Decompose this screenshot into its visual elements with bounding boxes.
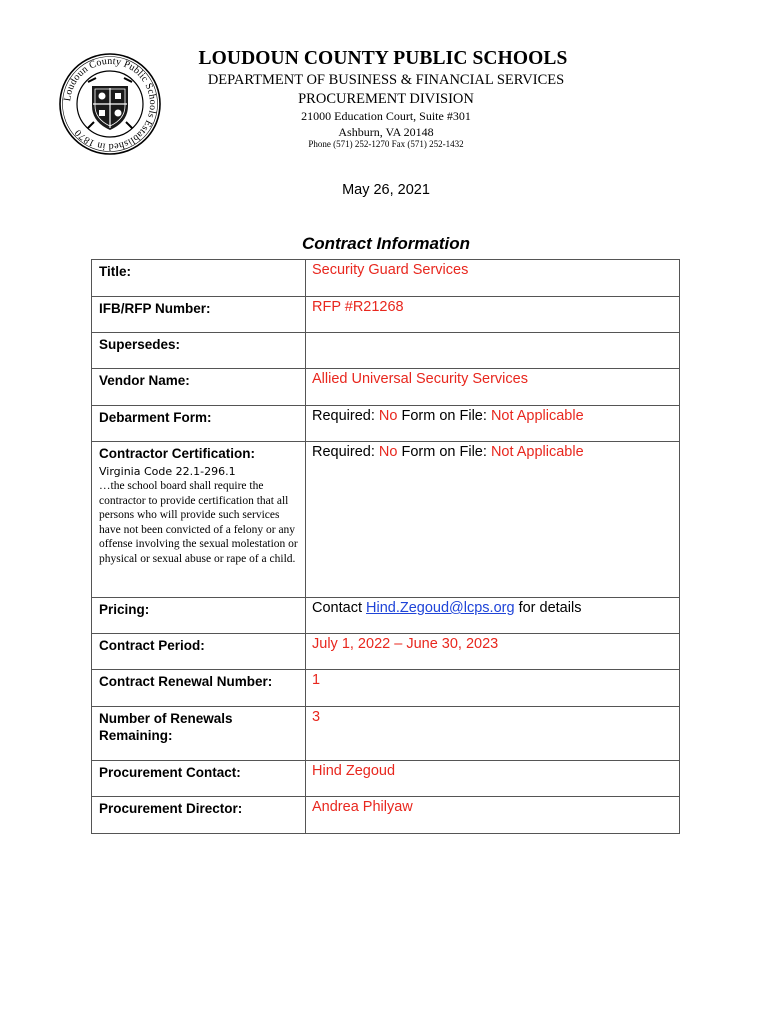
row-label: Supersedes:	[92, 333, 306, 369]
table-row	[92, 406, 680, 442]
row-label: IFB/RFP Number:	[92, 297, 306, 333]
table-row	[92, 297, 680, 333]
certification-value	[306, 442, 680, 598]
contract-info-table	[91, 259, 680, 834]
certification-cell	[92, 442, 306, 598]
virginia-code-citation: Virginia Code 22.1-296.1	[99, 465, 236, 478]
row-label: Vendor Name:	[92, 369, 306, 406]
table-row	[92, 369, 680, 406]
row-label: Contractor Certification:	[99, 446, 256, 461]
required-value: No	[378, 444, 398, 460]
table-row	[92, 707, 680, 761]
document-date: May 26, 2021	[342, 182, 430, 198]
required-value: No	[378, 408, 398, 424]
row-label: Contract Renewal Number:	[92, 670, 306, 707]
table-row	[92, 260, 680, 297]
table-row	[92, 797, 680, 834]
on-file-label: Form on File:	[401, 444, 487, 460]
row-label: Procurement Director:	[92, 797, 306, 834]
phone-fax: Phone (571) 252-1270 Fax (571) 252-1432	[308, 139, 464, 149]
table-row	[92, 670, 680, 707]
table-row	[92, 761, 680, 797]
row-label: Contract Period:	[92, 634, 306, 670]
required-label: Required:	[312, 444, 375, 460]
organization-name: LOUDOUN COUNTY PUBLIC SCHOOLS	[198, 48, 568, 69]
email-link[interactable]: Hind.Zegoud@lcps.org	[366, 600, 515, 616]
on-file-value: Not Applicable	[490, 444, 584, 460]
row-label: Number of Renewals Remaining:	[92, 707, 306, 761]
renewals-remaining-value: 3	[306, 707, 680, 761]
table-row	[92, 442, 680, 598]
vendor-name-value: Allied Universal Security Services	[306, 369, 680, 406]
row-label: Debarment Form:	[92, 406, 306, 442]
address-line-2: Ashburn, VA 20148	[338, 125, 434, 139]
pricing-value	[306, 598, 680, 634]
renewal-number-value: 1	[306, 670, 680, 707]
title-value: Security Guard Services	[306, 260, 680, 297]
pricing-suffix: for details	[518, 600, 582, 616]
procurement-director-value: Andrea Philyaw	[306, 797, 680, 834]
contract-period-value: July 1, 2022 – June 30, 2023	[306, 634, 680, 670]
rfp-number-value: RFP #R21268	[306, 297, 680, 333]
address-line-1: 21000 Education Court, Suite #301	[301, 109, 471, 123]
row-label: Pricing:	[92, 598, 306, 634]
procurement-contact-value: Hind Zegoud	[306, 761, 680, 797]
table-row	[92, 333, 680, 369]
division-name: PROCUREMENT DIVISION	[298, 91, 474, 107]
table-row	[92, 598, 680, 634]
svg-text:Loudoun County Public Schools: Loudoun County Public Schools Established in 1870	[62, 55, 159, 153]
certification-note: …the school board shall require the contractor to provide certification that all persons who will provide such services have not been convicted of a felony or any offense involving the sexual molestation or physical or sexual abuse or rape of a child.	[99, 480, 298, 565]
on-file-value: Not Applicable	[490, 408, 584, 424]
row-label: Procurement Contact:	[92, 761, 306, 797]
department-name: DEPARTMENT OF BUSINESS & FINANCIAL SERVICES	[207, 72, 565, 88]
debarment-value	[306, 406, 680, 442]
on-file-label: Form on File:	[401, 408, 487, 424]
row-label: Title:	[92, 260, 306, 297]
supersedes-value	[306, 333, 680, 369]
pricing-prefix: Contact	[312, 600, 362, 616]
required-label: Required:	[312, 408, 375, 424]
table-row	[92, 634, 680, 670]
section-title: Contract Information	[301, 234, 471, 253]
